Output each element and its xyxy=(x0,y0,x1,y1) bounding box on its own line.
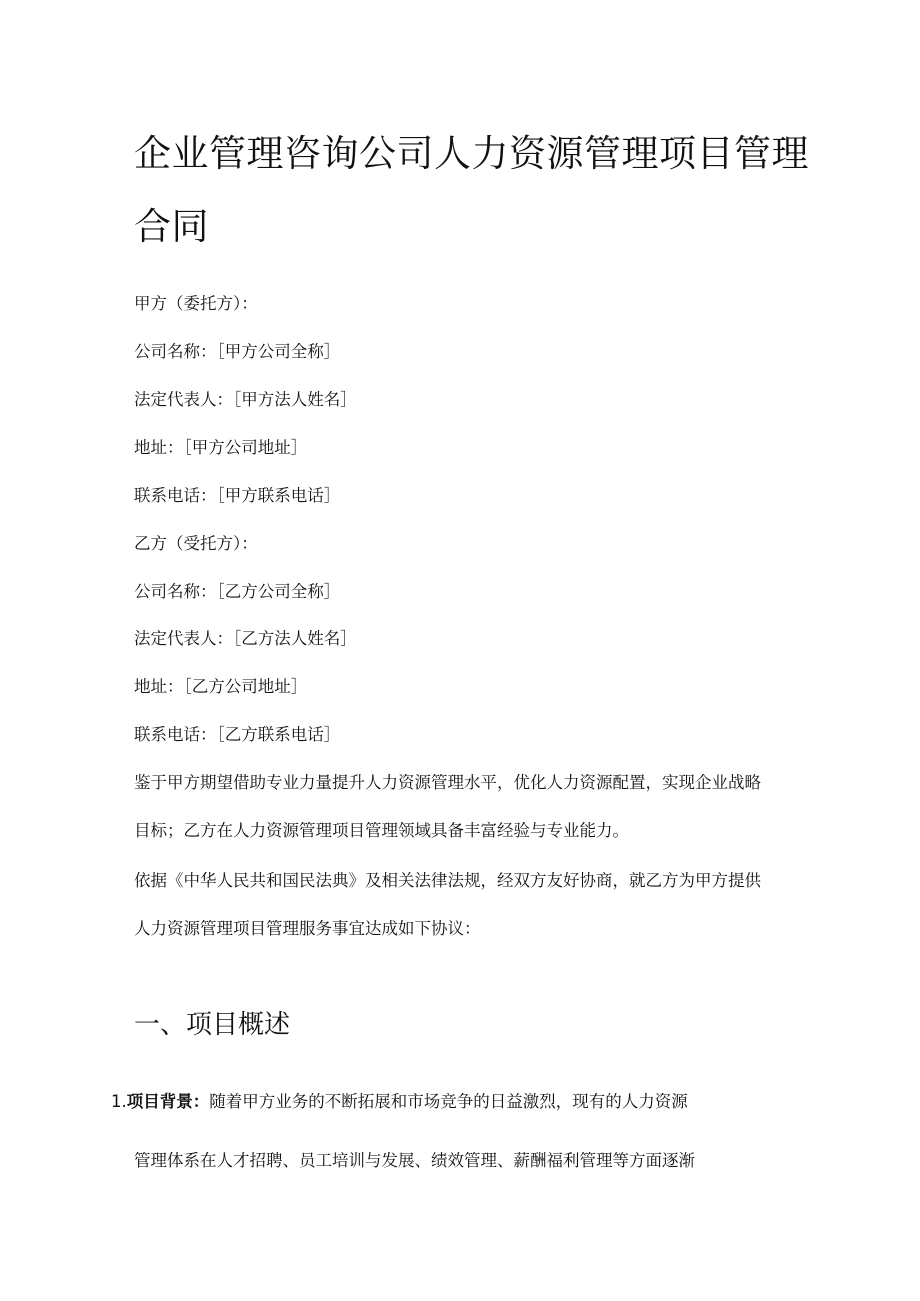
document-title-line-1: 企业管理咨询公司人力资源管理项目管理 xyxy=(134,132,809,175)
preamble-paragraph-2-line-1: 依据《中华人民共和国民法典》及相关法律法规，经双方友好协商，就乙方为甲方提供 xyxy=(134,871,761,890)
preamble-paragraph-1-line-1: 鉴于甲方期望借助专业力量提升人力资源管理水平，优化人力资源配置，实现企业战略 xyxy=(134,773,761,792)
party-b-phone: 联系电话：［乙方联系电话］ xyxy=(134,725,341,744)
list-item-text-line-1: 随着甲方业务的不断拓展和市场竞争的日益激烈，现有的人力资源 xyxy=(209,1092,688,1111)
list-item-project-background xyxy=(111,1090,688,1114)
preamble-paragraph-1-line-2: 目标；乙方在人力资源管理项目管理领域具备丰富经验与专业能力。 xyxy=(134,821,629,840)
party-a-phone: 联系电话：［甲方联系电话］ xyxy=(134,486,341,505)
list-item-number: 1. xyxy=(111,1092,127,1111)
document-title-line-2: 合同 xyxy=(134,205,209,248)
party-b-legal-rep: 法定代表人：［乙方法人姓名］ xyxy=(134,629,357,648)
party-b-company: 公司名称：［乙方公司全称］ xyxy=(134,582,341,601)
party-a-address: 地址：［甲方公司地址］ xyxy=(134,438,308,457)
list-item-label: 项目背景： xyxy=(126,1092,210,1111)
section-heading-overview: 一、项目概述 xyxy=(134,1010,291,1040)
preamble-paragraph-2-line-2: 人力资源管理项目管理服务事宜达成如下协议： xyxy=(134,919,481,938)
list-item-text-line-2: 管理体系在人才招聘、员工培训与发展、绩效管理、薪酬福利管理等方面逐渐 xyxy=(134,1151,695,1170)
party-a-heading: 甲方（委托方）： xyxy=(134,294,258,313)
party-b-address: 地址：［乙方公司地址］ xyxy=(134,677,308,696)
party-a-legal-rep: 法定代表人：［甲方法人姓名］ xyxy=(134,390,357,409)
party-b-heading: 乙方（受托方）： xyxy=(134,534,258,553)
party-a-company: 公司名称：［甲方公司全称］ xyxy=(134,342,341,361)
